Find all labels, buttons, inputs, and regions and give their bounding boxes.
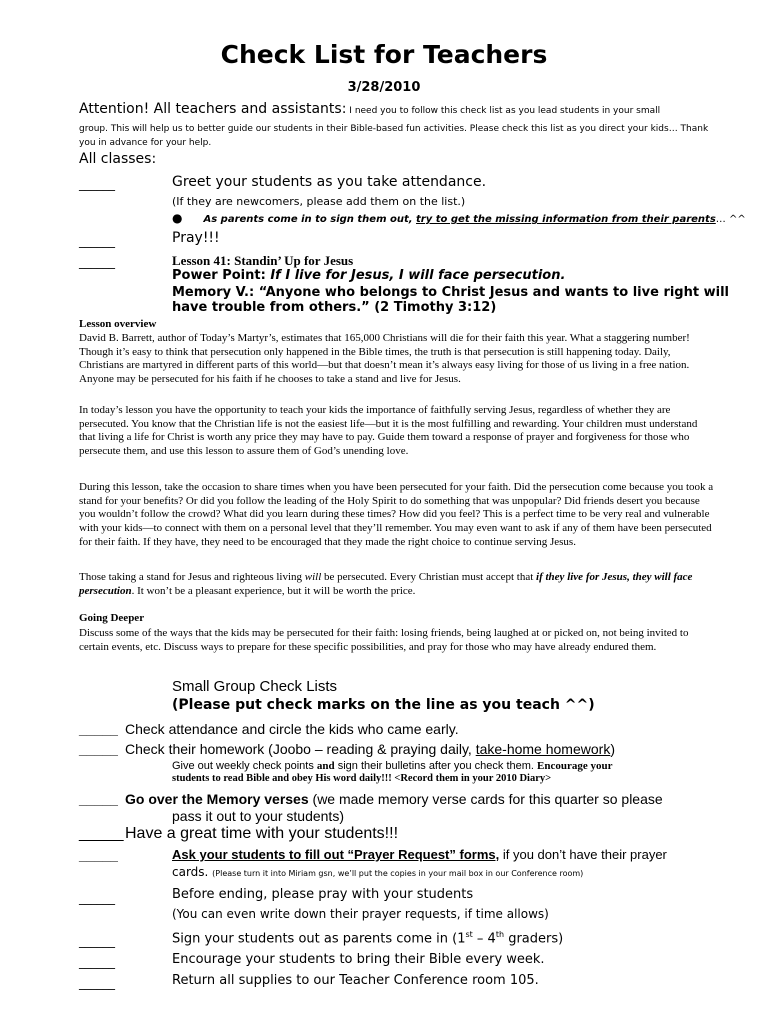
checkbox-line-attendance[interactable]: _____ [79,721,118,737]
overview-paragraph-1: David B. Barrett, author of Today’s Martyr’s, estimates that 165,000 Christians will die for their faith this year. What a staggering number! Though it’s easy to think that persecution only happened in the Bible times, the truth is that persecution is still happening today. Daily, Christians are martyred in different parts of this world—but that doesn’t mean it’s always easy living for those of us living in a free nation. Anyone may be persecuted for his faith if he chooses to take a stand and live for Jesus. [79,332,690,386]
attendance-item: Check attendance and circle the kids who came early. [125,721,459,737]
small-group-subtitle: (Please put check marks on the line as you teach ^^) [172,697,595,713]
bullet-lead: As parents come in to sign them out, [203,214,417,225]
lesson-title: Lesson 41: Standin’ Up for Jesus [172,253,354,268]
return-item: Return all supplies to our Teacher Conference room 105. [172,973,539,988]
bullet-item [172,211,746,225]
memory-verse-label: Memory V.: [172,285,259,300]
before-end-note: (You can even write down their prayer requests, if time allows) [172,907,549,921]
checkbox-line-homework[interactable]: _____ [79,741,118,757]
checkbox-line-before-end[interactable]: ______ [79,891,115,905]
small-group-title: Small Group Check Lists [172,678,338,695]
overview-paragraph-2: In today’s lesson you have the opportunity to teach your kids the importance of faithfully serving Jesus, regardless of whether they are persecuted. You know that the Christian life is not the easiest life—but it is the most fulfilling and rewarding. Your children must understand that living a life for Christ is worth any price they may have to pay. Guide them toward a response of prayer and forgiveness for those who persecute them, and use this lesson to assure them of God’s unending love. [79,404,698,458]
prayer-underlined: Ask your students to fill out “Prayer Request” forms, [172,847,500,862]
prayer-cards: cards. [172,865,213,879]
memory-rest1: (we made memory verse cards for this quarter so please [308,791,663,807]
memory-rest2: pass it out to your students) [172,808,344,824]
homework-note-line2: students to read Bible and obey His word daily!!! <Record them in your 2010 Diary> [172,773,552,784]
homework-note-line1 [172,760,613,772]
memory-verse [172,285,732,315]
bring-bible-item: Encourage your students to bring their Bible every week. [172,952,545,967]
going-deeper-text: Discuss some of the ways that the kids may be persecuted for their faith: losing friends, being laughed at or picked on, not being invited to certain events, etc. Discuss ways to prepare for these specific possibilities, and pray for those who may have already endured them. [79,627,689,653]
checkbox-line-lesson[interactable]: ______ [79,255,115,269]
memory-item [125,791,663,807]
going-deeper-heading: Going Deeper [79,612,145,624]
p4-part-c: . It won’t be a pleasant experience, but it will be worth the price. [131,584,416,597]
attention-first-line: I need you to follow this check list as you lead students in your small [346,106,661,116]
sign-out-b: – 4 [472,931,496,947]
lesson-overview-heading: Lesson overview [79,318,157,330]
prayer-cards-line [172,865,583,879]
before-end-item: Before ending, please pray with your students [172,887,474,902]
homework-text-a: Check their homework (Joobo – reading & praying daily, [125,741,476,757]
power-point-label: Power Point: [172,268,271,283]
bullet-end: … ^^ [715,214,746,225]
overview-paragraph-3: During this lesson, take the occasion to share times when you have been persecuted for your faith. Did the persecution come because you took a stand for your benefits? Or did you follow the leading of the Holy Spirit to do something that was unpopular? Did friends desert you because you wouldn’t follow the crowd? What did you learn during these times? How did you feel? This is a perfect time to be very real and vulnerable with your kids—to connect with them on a personal level that they’ll remember. You may even want to ask if any of them have been persecuted for their faith. If they have, they need to be encouraged that they made the right choice to continue serving Jesus. [79,481,714,548]
sign-out-item [172,930,563,946]
prayer-rest: if you don’t have their prayer [499,847,667,862]
attention-lead: Attention! All teachers and assistants: [79,101,347,117]
homework-note-and: and [316,760,335,772]
page-title: Check List for Teachers [220,40,548,69]
checkbox-line-prayer[interactable]: _____ [79,847,118,863]
checkbox-line-sign-out[interactable]: ______ [79,934,115,948]
prayer-small-note: (Please turn it into Miriam gsn, we’ll put the copies in your mail box in our Conference room) [212,869,584,878]
sign-out-c: graders) [504,931,564,947]
all-classes-heading: All classes: [79,151,157,167]
checkbox-line-return[interactable]: ______ [79,976,115,990]
sign-out-th: th [495,930,505,939]
homework-note-a: Give out weekly check points [172,760,317,772]
p4-bold: if they live for Jesus, they will face persecution [79,571,693,597]
checkbox-line-great-time[interactable]: _____ [79,825,124,842]
p4-part-b: be persecuted. Every Christian must accept that [321,571,537,583]
checkbox-line-bring-bible[interactable]: ______ [79,955,115,969]
sign-out-st: st [465,930,473,939]
homework-text-b: ) [610,741,615,757]
overview-paragraph-4 [79,571,714,598]
greet-note: (If they are newcomers, please add them on the list.) [172,195,466,208]
checkbox-line-greet[interactable]: ______ [79,177,115,191]
memory-bold: Go over the Memory verses [125,791,309,807]
pray-item: Pray!!! [172,230,220,246]
memory-verse-text: “Anyone who belongs to Christ Jesus and wants to live right will have trouble from others.” (2 Timothy 3:12) [172,285,729,315]
prayer-item [172,847,667,862]
attention-rest: group. This will help us to better guide our students in their Bible-based fun activities. Please check this list as you direct your kids… Thank you in advance for your help. [79,124,709,148]
p4-will: will [304,571,322,583]
homework-note-b: sign their bulletins after you check them. [334,760,538,772]
document-date: 3/28/2010 [347,80,421,95]
homework-item [125,741,615,757]
bullet-icon: ● [172,211,183,225]
checkbox-line-pray[interactable]: ______ [79,234,115,248]
power-point [172,268,565,283]
great-time-item: Have a great time with your students!!! [125,825,399,842]
homework-note-bold1: Encourage your [537,760,613,772]
homework-underlined: take-home homework [475,741,611,757]
power-point-text: If I live for Jesus, I will face persecution. [270,268,566,283]
attention-line [79,101,719,120]
checkbox-line-memory[interactable]: _____ [79,791,118,807]
sign-out-a: Sign your students out as parents come in (1 [172,931,466,947]
p4-part-a: Those taking a stand for Jesus and righteous living [79,571,305,583]
greet-item: Greet your students as you take attendance. [172,174,487,190]
bullet-underlined: try to get the missing information from their parents [416,214,716,225]
